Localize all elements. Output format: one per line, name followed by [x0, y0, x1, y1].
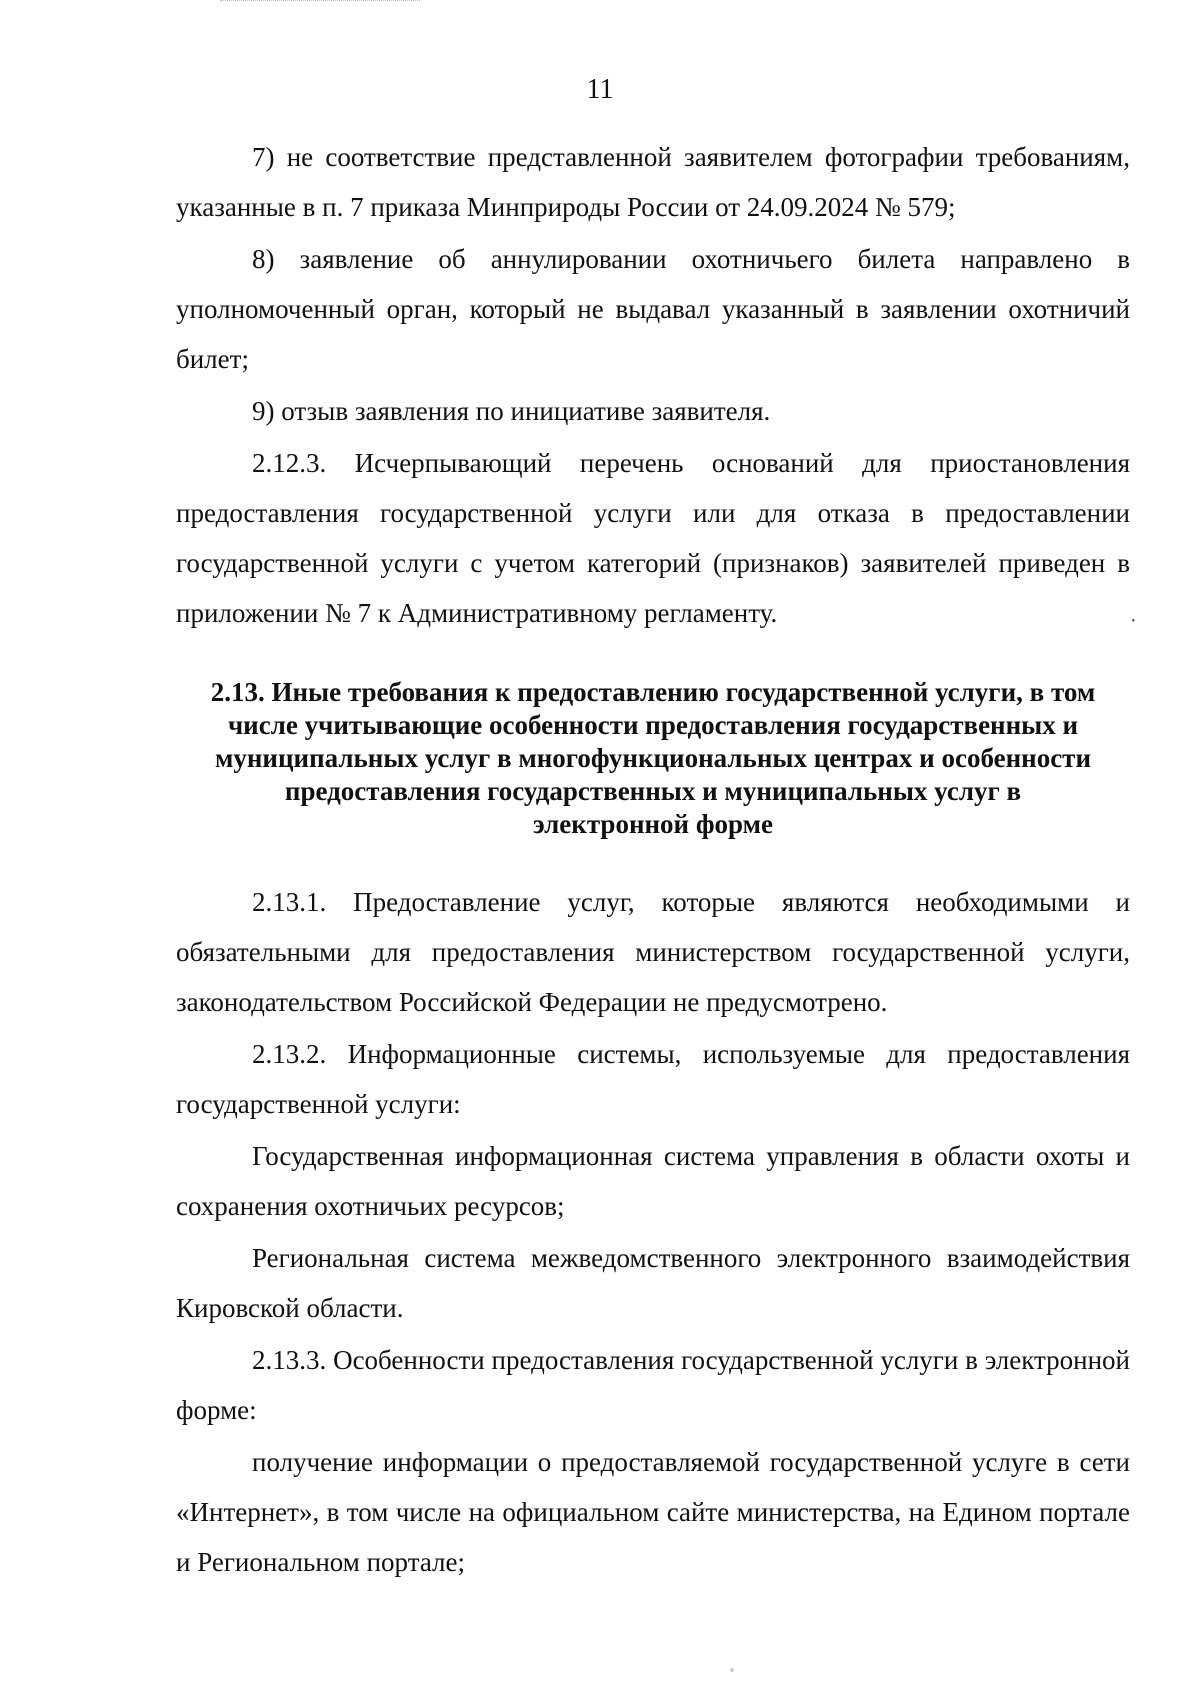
page-body: [176, 132, 1130, 1589]
paragraph-item-8: 8) заявление об аннулировании охотничьего билета направлено в уполномоченный орган, который не выдавал указанный в заявлении охотничий билет;: [176, 244, 1130, 374]
scan-artifact-bottom: [730, 1668, 734, 1672]
heading-line: предоставления государственных и муниципальных услуг в: [284, 776, 1022, 806]
scan-artifact-dot: ·: [1130, 610, 1137, 632]
heading-line: муниципальных услуг в многофункциональных центрах и особенности: [214, 743, 1092, 773]
paragraph-item-7: 7) не соответствие представленной заявителем фотографии требованиям, указанные в п. 7 приказа Минприроды России от 24.09.2024 № 579;: [176, 142, 1130, 222]
section-heading-2-13: [176, 676, 1130, 841]
paragraph-2-13-2: 2.13.2. Информационные системы, используемые для предоставления государственной услуги:: [176, 1039, 1130, 1119]
paragraph-2-13-1: 2.13.1. Предоставление услуг, которые являются необходимыми и обязательными для предоставления министерством государственной услуги, законодательством Российской Федерации не предусмотрено.: [176, 887, 1130, 1017]
heading-line: электронной форме: [532, 809, 774, 839]
paragraph-info-system-hunting: Государственная информационная система управления в области охоты и сохранения охотничьих ресурсов;: [176, 1141, 1130, 1221]
paragraph-2-12-3: 2.12.3. Исчерпывающий перечень оснований для приостановления предоставления государственной услуги или для отказа в предоставлении государственной услуги с учетом категорий (признаков) заявителей приведен в приложении № 7 к Административному регламенту.: [176, 448, 1130, 628]
paragraph-2-13-3: 2.13.3. Особенности предоставления государственной услуги в электронной форме:: [176, 1345, 1130, 1425]
heading-line: числе учитывающие особенности предоставления государственных и: [227, 710, 1079, 740]
paragraph-item-9: 9) отзыв заявления по инициативе заявителя.: [252, 396, 771, 426]
paragraph-info-system-regional: Региональная система межведомственного электронного взаимодействия Кировской области.: [176, 1243, 1130, 1323]
paragraph-internet-info: получение информации о предоставляемой государственной услуге в сети «Интернет», в том числе на официальном сайте министерства, на Едином портале и Региональном портале;: [176, 1447, 1130, 1577]
heading-line: 2.13. Иные требования к предоставлению государственной услуги, в том: [210, 677, 1096, 707]
page-number: 11: [586, 74, 614, 105]
scan-artifact-top: [220, 0, 420, 3]
